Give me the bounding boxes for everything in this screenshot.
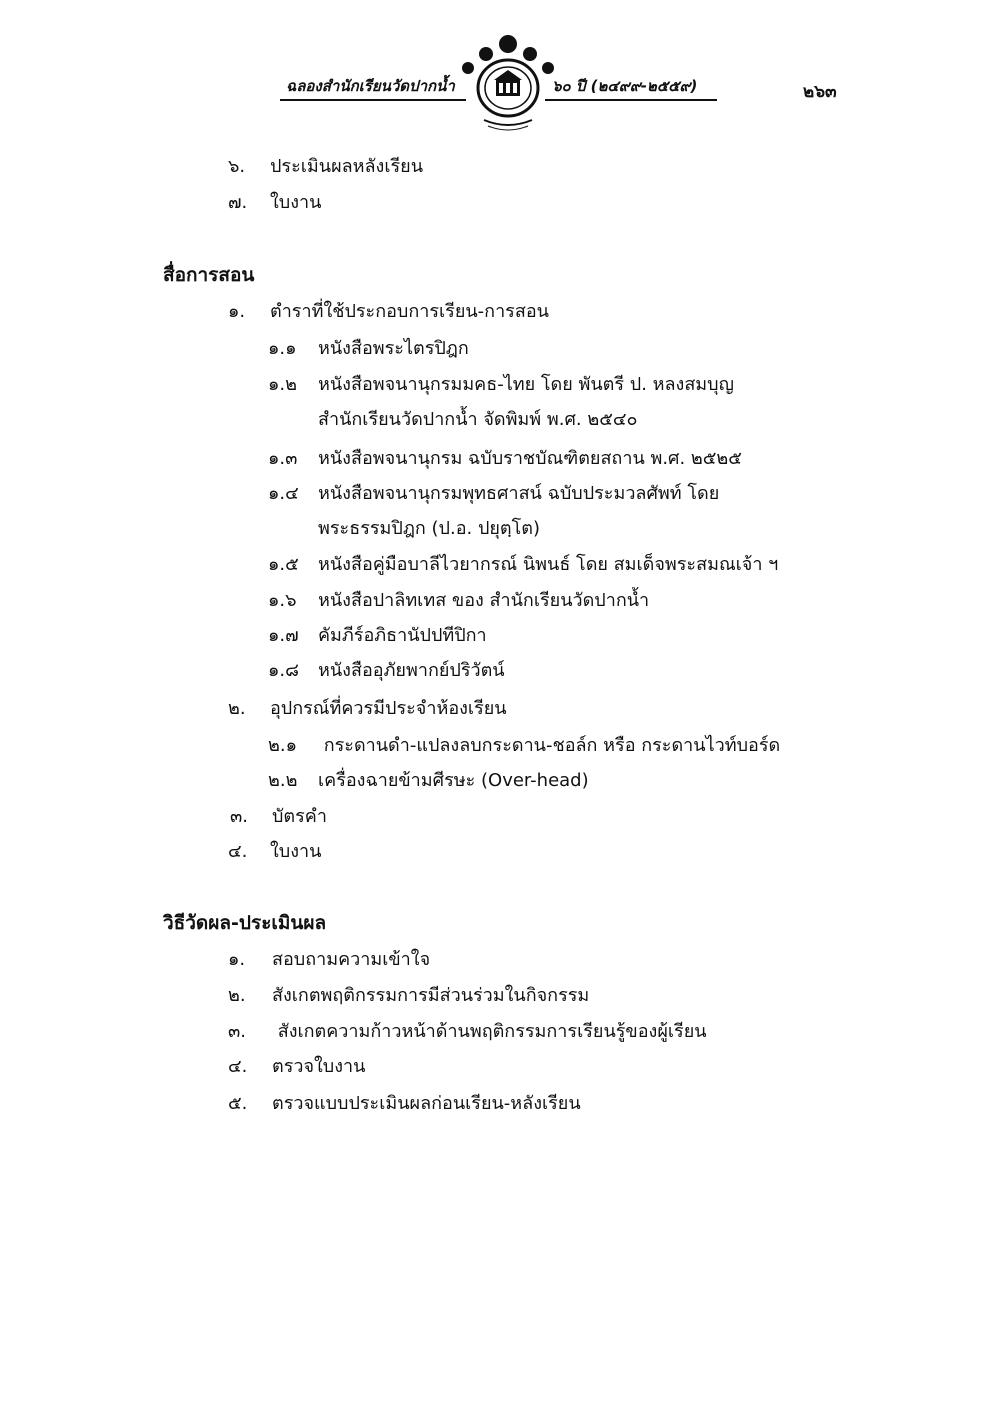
sub-list-text: หนังสือพจนานุกรม ฉบับราชบัณฑิตยสถาน พ.ศ. ๒๕๒๕	[318, 448, 742, 469]
list-item	[228, 300, 549, 324]
list-number: ๒.	[228, 985, 246, 1006]
list-item	[228, 191, 321, 215]
temple-emblem-icon	[458, 28, 558, 132]
list-text: ตำราที่ใช้ประกอบการเรียน-การสอน	[270, 301, 549, 322]
list-text: สอบถามความเข้าใจ	[272, 949, 431, 970]
sub-list-item	[268, 659, 505, 683]
list-number: ๓.	[228, 1021, 247, 1042]
sub-list-item	[268, 337, 469, 361]
sub-list-item	[268, 769, 589, 793]
page-number: ๒๖๓	[803, 82, 837, 102]
list-item	[228, 984, 589, 1008]
list-number: ๑.	[228, 949, 246, 970]
sub-list-item-continuation	[268, 517, 540, 541]
sub-list-number: ๒.๑	[268, 735, 298, 756]
list-text: สังเกตพฤติกรรมการมีส่วนร่วมในกิจกรรม	[272, 985, 590, 1006]
list-number: ๓.	[230, 806, 249, 827]
sub-list-item	[268, 734, 780, 758]
header-middle-title: ๖๐ ปี (๒๔๙๙-๒๕๕๙)	[552, 77, 698, 95]
sub-list-text: หนังสือพจนานุกรมมคธ-ไทย โดย พันตรี ป. หลงสมบุญ	[318, 374, 734, 395]
sub-list-text: เครื่องฉายข้ามศีรษะ (Over-head)	[318, 770, 589, 791]
list-number: ๔.	[228, 841, 248, 862]
sub-list-text: คัมภีร์อภิธานัปปทีปิกา	[318, 625, 487, 646]
sub-list-text: หนังสือคู่มือบาลีไวยากรณ์ นิพนธ์ โดย สมเด็จพระสมณเจ้า ฯ	[318, 554, 779, 575]
sub-list-item	[268, 482, 719, 506]
section-heading-media: สื่อการสอน	[163, 264, 255, 286]
sub-list-text: หนังสือพระไตรปิฎก	[318, 338, 469, 359]
list-item	[228, 1020, 707, 1044]
sub-list-item-continuation	[268, 408, 637, 432]
list-text: ตรวจใบงาน	[272, 1056, 366, 1077]
sub-list-item	[268, 553, 778, 577]
list-number: ๕.	[228, 1093, 248, 1114]
list-item	[228, 1092, 581, 1116]
sub-list-number: ๑.๔	[268, 483, 299, 504]
list-text: อุปกรณ์ที่ควรมีประจำห้องเรียน	[270, 698, 507, 719]
list-text: ใบงาน	[270, 841, 322, 862]
list-item	[228, 1055, 365, 1079]
sub-list-item	[268, 624, 487, 648]
header-left-title: ฉลองสำนักเรียนวัดปากน้ำ	[286, 77, 455, 95]
list-item	[228, 155, 423, 179]
sub-list-number: ๑.๖	[268, 590, 297, 611]
sub-list-number: ๑.๕	[268, 554, 299, 575]
list-item	[228, 840, 321, 864]
sub-list-text: หนังสืออุภัยพากย์ปริวัตน์	[318, 660, 505, 681]
list-text: บัตรคำ	[272, 806, 327, 827]
list-number: ๒.	[228, 698, 246, 719]
list-number: ๖.	[228, 156, 246, 177]
sub-list-text: หนังสือพจนานุกรมพุทธศาสน์ ฉบับประมวลศัพท์ โดย	[318, 483, 720, 504]
sub-list-number: ๑.๗	[268, 625, 299, 646]
list-text: ตรวจแบบประเมินผลก่อนเรียน-หลังเรียน	[272, 1093, 581, 1114]
sub-list-number: ๑.๒	[268, 374, 298, 395]
header-rule-left	[280, 99, 466, 101]
list-number: ๑.	[228, 301, 246, 322]
section-heading-evaluation: วิธีวัดผล-ประเมินผล	[163, 912, 327, 934]
sub-list-text: สำนักเรียนวัดปากน้ำ จัดพิมพ์ พ.ศ. ๒๕๔๐	[318, 409, 638, 430]
sub-list-text: พระธรรมปิฎก (ป.อ. ปยุตฺโต)	[318, 518, 540, 539]
sub-list-number: ๑.๑	[268, 338, 297, 359]
header-rule-right	[545, 99, 717, 101]
sub-list-item	[268, 447, 742, 471]
list-item	[228, 948, 430, 972]
sub-list-number: ๒.๒	[268, 770, 298, 791]
list-text: ประเมินผลหลังเรียน	[270, 156, 424, 177]
list-number: ๔.	[228, 1056, 248, 1077]
list-text: สังเกตความก้าวหน้าด้านพฤติกรรมการเรียนรู้ของผู้เรียน	[272, 1021, 707, 1042]
sub-list-item	[268, 589, 649, 613]
sub-list-number: ๑.๘	[268, 660, 300, 681]
sub-list-item	[268, 373, 734, 397]
sub-list-text: กระดานดำ-แปลงลบกระดาน-ชอล์ก หรือ กระดานไวท์บอร์ด	[318, 735, 781, 756]
sub-list-text: หนังสือปาลิทเทส ของ สำนักเรียนวัดปากน้ำ	[318, 590, 650, 611]
list-item	[230, 805, 327, 829]
list-item	[228, 697, 507, 721]
list-number: ๗.	[228, 192, 248, 213]
sub-list-number: ๑.๓	[268, 448, 298, 469]
list-text: ใบงาน	[270, 192, 322, 213]
